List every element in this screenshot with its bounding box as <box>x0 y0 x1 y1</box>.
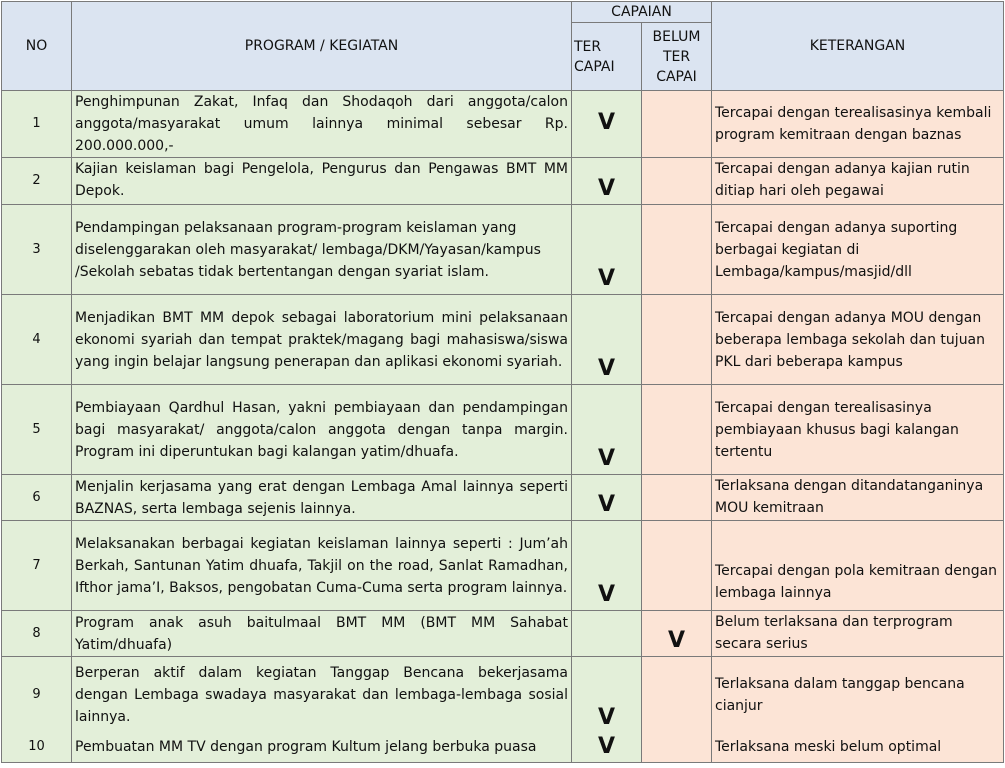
row-tercapai-check <box>572 611 642 657</box>
row-keterangan: Tercapai dengan terealisasinya kembali program kemitraan dengan baznas <box>712 91 1004 158</box>
table-row <box>2 657 1004 733</box>
table-row <box>2 295 1004 385</box>
row-belum-check <box>642 521 712 611</box>
row-program: Melaksanakan berbagai kegiatan keislaman lainnya seperti : Jum’ah Berkah, Santunan Yatim dhuafa, Takjil on the road, Sanlat Ramadhan, Ifthor jama’I, Baksos, pengobatan Cuma-Cuma serta program lainnya. <box>72 521 572 611</box>
row-no: 1 <box>2 91 72 158</box>
row-program: Pembiayaan Qardhul Hasan, yakni pembiayaan dan pendampingan bagi masyarakat/ anggota/calon anggota dengan tanpa margin. Program ini diperuntukan bagi kalangan yatim/dhuafa. <box>72 385 572 475</box>
row-keterangan: Tercapai dengan adanya kajian rutin ditiap hari oleh pegawai <box>712 158 1004 205</box>
row-tercapai-check: V <box>572 657 642 733</box>
header-belum-tercapai: BELUM TER CAPAI <box>642 23 712 91</box>
row-no: 8 <box>2 611 72 657</box>
row-no: 2 <box>2 158 72 205</box>
row-belum-check: V <box>642 611 712 657</box>
program-table <box>1 1 1004 763</box>
row-belum-check <box>642 158 712 205</box>
row-keterangan: Tercapai dengan adanya suporting berbagai kegiatan di Lembaga/kampus/masjid/dll <box>712 205 1004 295</box>
row-no: 3 <box>2 205 72 295</box>
row-no: 4 <box>2 295 72 385</box>
row-belum-check <box>642 657 712 733</box>
header-no: NO <box>2 2 72 91</box>
row-program: Program anak asuh baitulmaal BMT MM (BMT MM Sahabat Yatim/dhuafa) <box>72 611 572 657</box>
row-no: 7 <box>2 521 72 611</box>
row-tercapai-check: V <box>572 158 642 205</box>
table-row <box>2 521 1004 611</box>
row-no: 10 <box>2 733 72 763</box>
row-keterangan: Belum terlaksana dan terprogram secara serius <box>712 611 1004 657</box>
row-program: Kajian keislaman bagi Pengelola, Pengurus dan Pengawas BMT MM Depok. <box>72 158 572 205</box>
row-keterangan: Tercapai dengan pola kemitraan dengan lembaga lainnya <box>712 521 1004 611</box>
row-program: Menjadikan BMT MM depok sebagai laboratorium mini pelaksanaan ekonomi syariah dan tempat praktek/magang bagi mahasiswa/siswa yang ingin belajar langsung penerapan dan aplikasi ekonomi syariah. <box>72 295 572 385</box>
row-belum-check <box>642 91 712 158</box>
table-row <box>2 611 1004 657</box>
table-row <box>2 385 1004 475</box>
row-tercapai-check: V <box>572 733 642 763</box>
row-belum-check <box>642 733 712 763</box>
row-program: Pembuatan MM TV dengan program Kultum jelang berbuka puasa <box>72 733 572 763</box>
row-program: Menjalin kerjasama yang erat dengan Lembaga Amal lainnya seperti BAZNAS, serta lembaga sejenis lainnya. <box>72 475 572 521</box>
row-keterangan: Tercapai dengan adanya MOU dengan beberapa lembaga sekolah dan tujuan PKL dari beberapa kampus <box>712 295 1004 385</box>
row-belum-check <box>642 205 712 295</box>
row-no: 9 <box>2 657 72 733</box>
row-program: Berperan aktif dalam kegiatan Tanggap Bencana bekerjasama dengan Lembaga swadaya masyarakat dan lembaga-lembaga sosial lainnya. <box>72 657 572 733</box>
row-program: Penghimpunan Zakat, Infaq dan Shodaqoh dari anggota/calon anggota/masyarakat umum lainnya minimal sebesar Rp. 200.000.000,- <box>72 91 572 158</box>
table-row <box>2 158 1004 205</box>
row-tercapai-check: V <box>572 385 642 475</box>
header-tercapai: TER CAPAI <box>572 23 642 91</box>
row-belum-check <box>642 475 712 521</box>
header-keterangan: KETERANGAN <box>712 2 1004 91</box>
header-capaian: CAPAIAN <box>572 2 712 23</box>
header-program: PROGRAM / KEGIATAN <box>72 2 572 91</box>
row-belum-check <box>642 295 712 385</box>
row-program: Pendampingan pelaksanaan program-program keislaman yang diselenggarakan oleh masyarakat/ lembaga/DKM/Yayasan/kampus /Sekolah sebatas tidak bertentangan dengan syariat islam. <box>72 205 572 295</box>
row-no: 5 <box>2 385 72 475</box>
row-tercapai-check: V <box>572 475 642 521</box>
row-belum-check <box>642 385 712 475</box>
row-keterangan: Tercapai dengan terealisasinya pembiayaan khusus bagi kalangan tertentu <box>712 385 1004 475</box>
row-tercapai-check: V <box>572 91 642 158</box>
table-row <box>2 205 1004 295</box>
row-no: 6 <box>2 475 72 521</box>
row-keterangan: Terlaksana dalam tanggap bencana cianjur <box>712 657 1004 733</box>
row-keterangan: Terlaksana dengan ditandatanganinya MOU kemitraan <box>712 475 1004 521</box>
table-row <box>2 91 1004 158</box>
table-row <box>2 733 1004 763</box>
row-tercapai-check: V <box>572 295 642 385</box>
row-tercapai-check: V <box>572 521 642 611</box>
row-tercapai-check: V <box>572 205 642 295</box>
table-row <box>2 475 1004 521</box>
row-keterangan: Terlaksana meski belum optimal <box>712 733 1004 763</box>
